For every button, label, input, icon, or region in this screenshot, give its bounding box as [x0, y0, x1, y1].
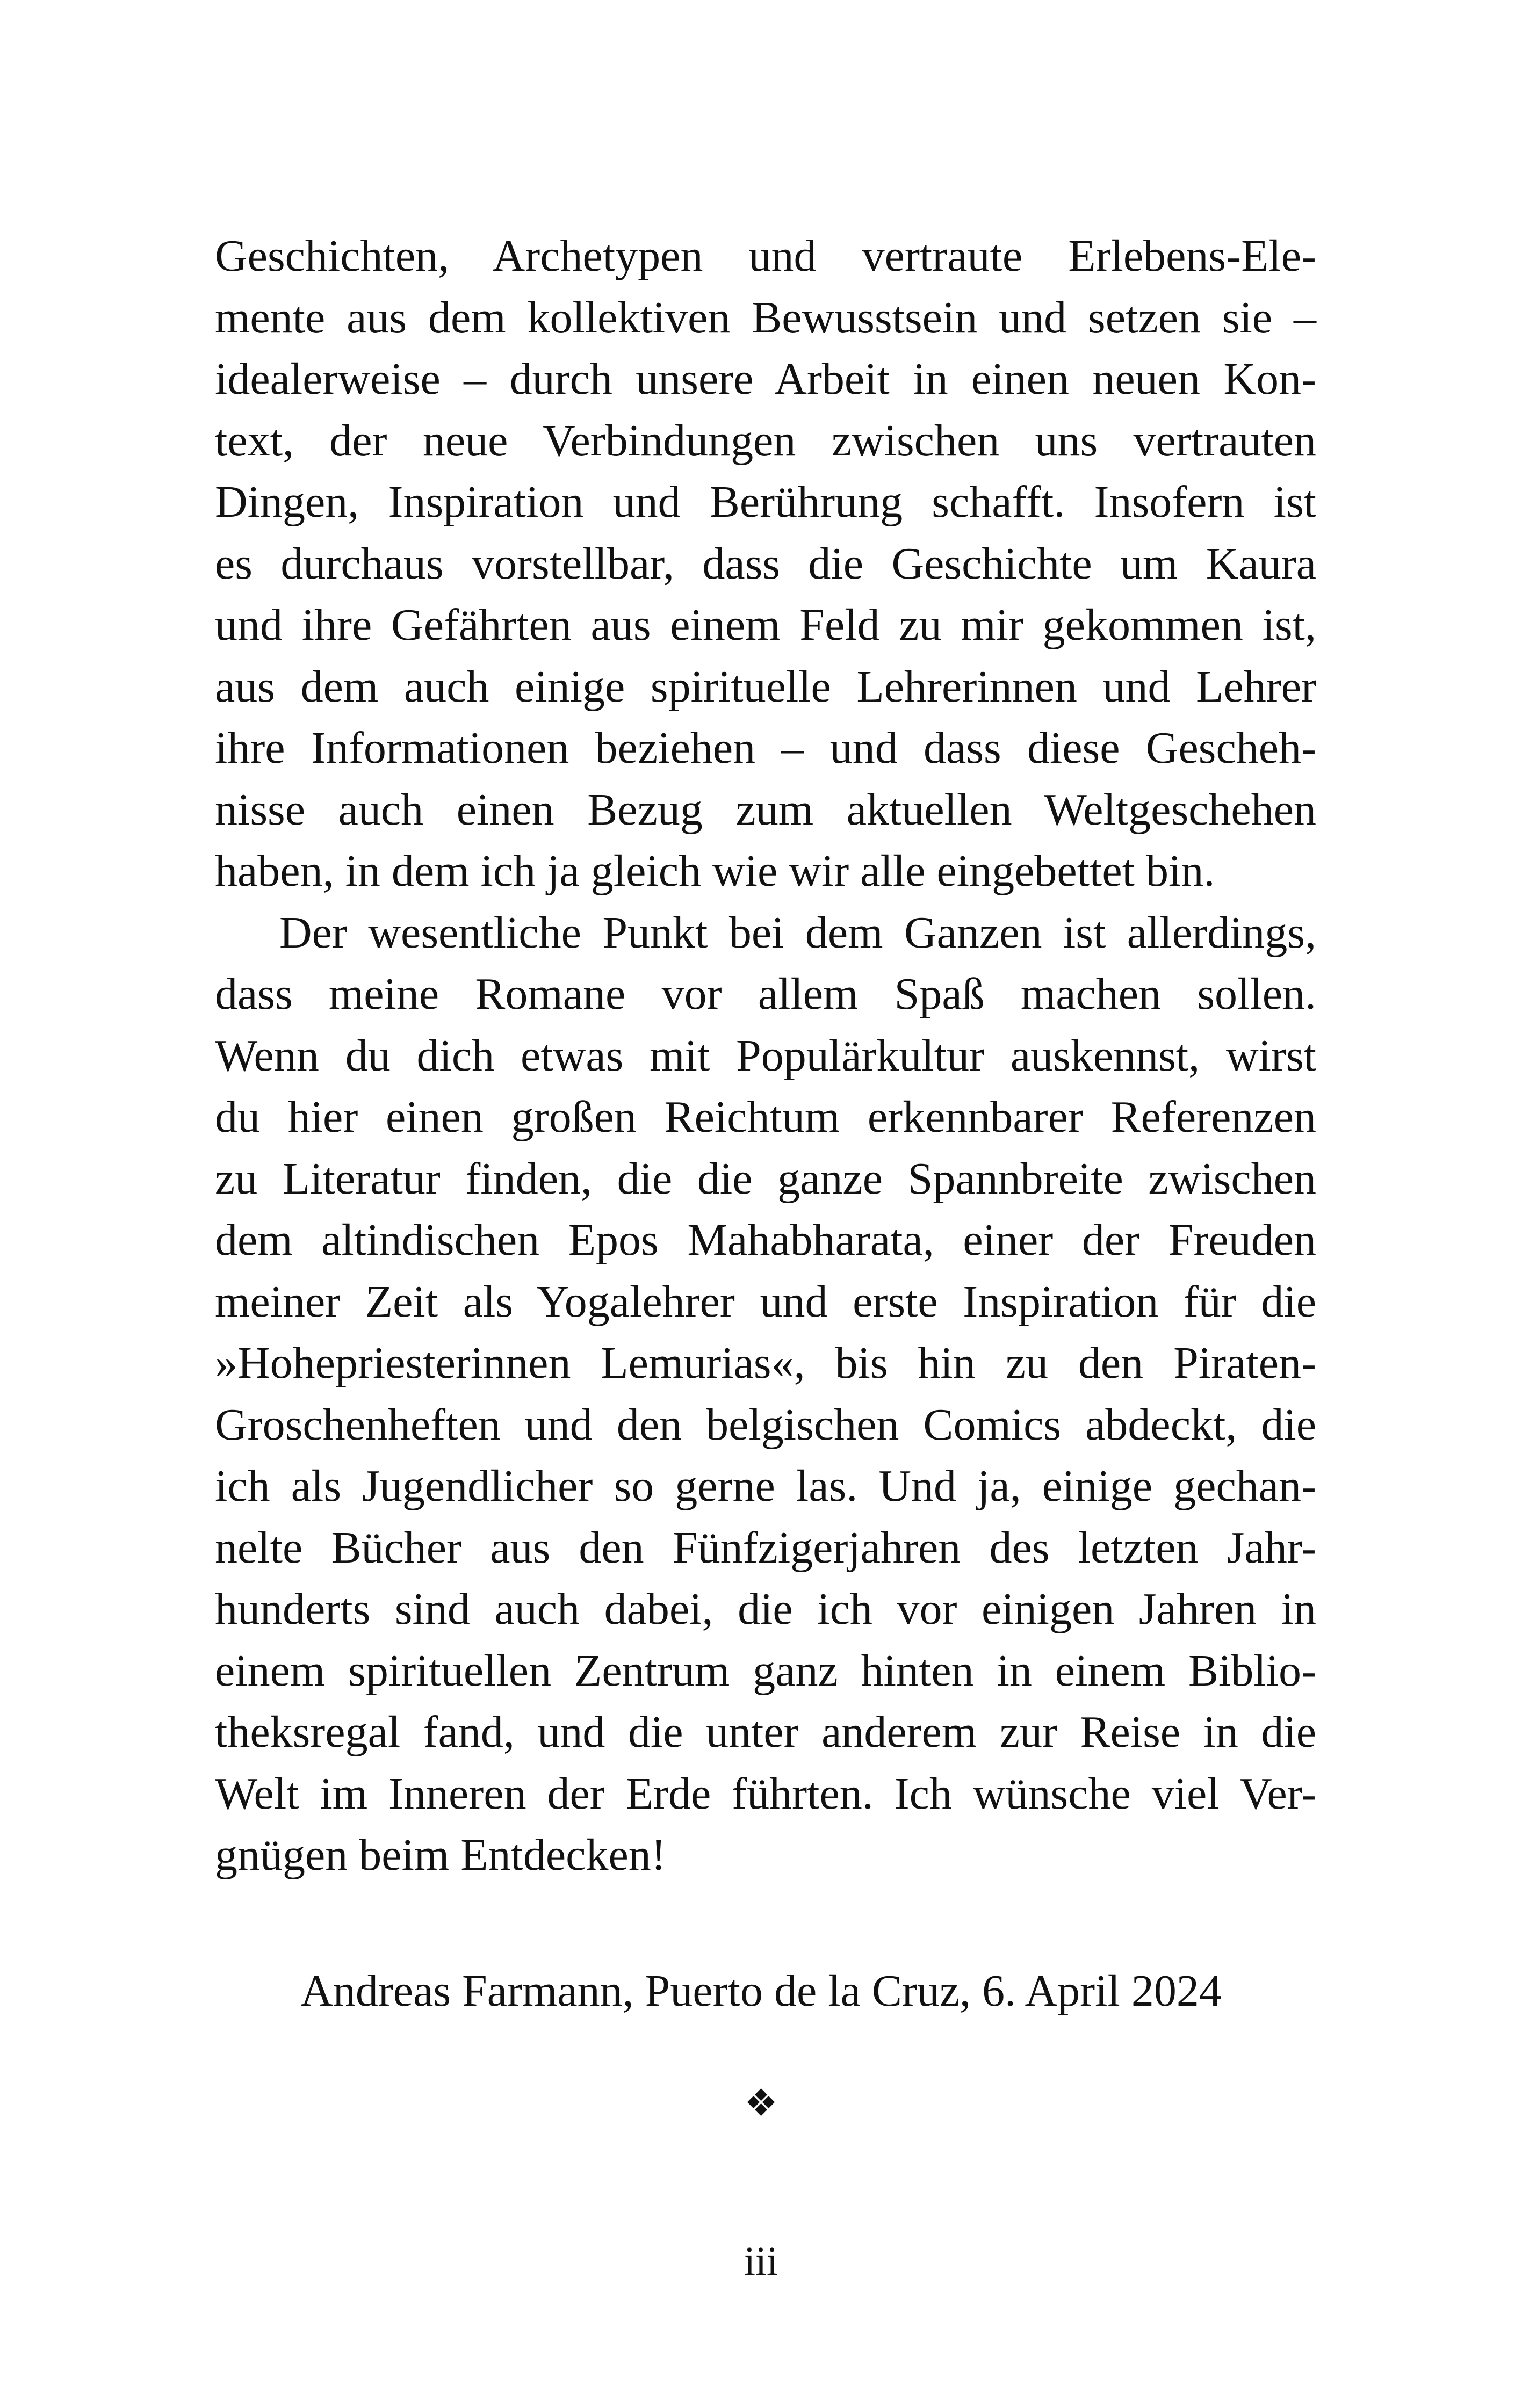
text-line: text, der neue Verbindungen zwischen uns vertrauten — [215, 415, 1316, 466]
text-line: aus dem auch einige spirituelle Lehrerinnen und Lehrer — [215, 661, 1316, 712]
text-line: es durchaus vorstellbar, dass die Geschichte um Kaura — [215, 538, 1316, 589]
text-line: »Hohepriesterinnen Lemurias«, bis hin zu den Piraten- — [215, 1338, 1316, 1388]
text-line: dem altindischen Epos Mahabharata, einer der Freuden — [215, 1215, 1316, 1265]
text-line: meiner Zeit als Yogalehrer und erste Inspiration für die — [215, 1276, 1316, 1327]
text-line: Geschichten, Archetypen und vertraute Erlebens-Ele- — [215, 231, 1316, 281]
text-line: idealerweise – durch unsere Arbeit in einen neuen Kon- — [215, 354, 1316, 404]
text-line: mente aus dem kollektiven Bewusstsein und setzen sie – — [215, 292, 1316, 343]
paragraph-2 — [215, 902, 1316, 1886]
author-signature-line: Andreas Farmann, Puerto de la Cruz, 6. April 2024 — [300, 1966, 1222, 2016]
text-line: du hier einen großen Reichtum erkennbarer Referenzen — [215, 1092, 1316, 1142]
page-number: iii — [744, 2239, 778, 2284]
text-line: haben, in dem ich ja gleich wie wir alle eingebettet bin. — [215, 846, 1215, 896]
text-line: zu Literatur finden, die die ganze Spannbreite zwischen — [215, 1153, 1316, 1204]
text-line: Groschenheften und den belgischen Comics abdeckt, die — [215, 1399, 1316, 1450]
text-line: gnügen beim Entdecken! — [215, 1830, 666, 1880]
text-line: dass meine Romane vor allem Spaß machen sollen. — [215, 969, 1316, 1019]
text-line: nelte Bücher aus den Fünfzigerjahren des letzten Jahr- — [215, 1522, 1316, 1573]
text-line: nisse auch einen Bezug zum aktuellen Weltgeschehen — [215, 784, 1316, 835]
paragraph-1 — [215, 226, 1316, 902]
text-line: theksregal fand, und die unter anderem zur Reise in die — [215, 1707, 1316, 1757]
text-line: einem spirituellen Zentrum ganz hinten in einem Biblio- — [215, 1645, 1316, 1696]
text-line: hunderts sind auch dabei, die ich vor einigen Jahren in — [215, 1584, 1316, 1634]
text-line: ich als Jugendlicher so gerne las. Und ja, einige gechan- — [215, 1461, 1316, 1511]
text-line: Der wesentliche Punkt bei dem Ganzen ist allerdings, — [279, 907, 1316, 958]
text-line: Welt im Inneren der Erde führten. Ich wünsche viel Ver- — [215, 1768, 1316, 1819]
text-line: ihre Informationen beziehen – und dass diese Gescheh- — [215, 723, 1316, 773]
text-line: Wenn du dich etwas mit Populärkultur auskennst, wirst — [215, 1030, 1316, 1081]
text-line: und ihre Gefährten aus einem Feld zu mir gekommen ist, — [215, 600, 1316, 650]
text-line: Dingen, Inspiration und Berührung schafft. Insofern ist — [215, 477, 1316, 527]
body-text — [215, 226, 1316, 1886]
diamond-ornament-icon: ❖ — [744, 2081, 778, 2125]
